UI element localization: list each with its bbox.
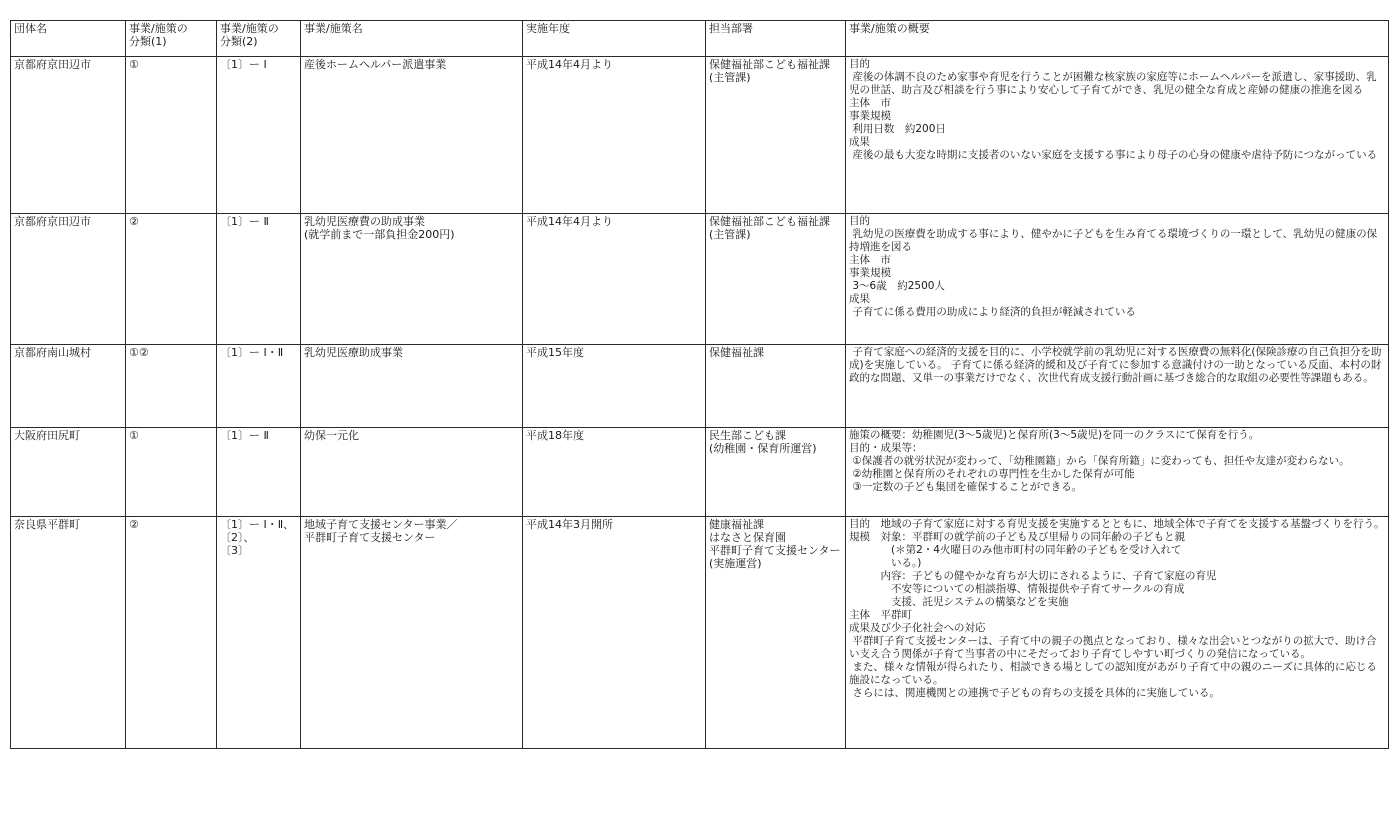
cell-year: 平成14年4月より	[523, 214, 706, 345]
table-row	[11, 345, 1389, 428]
cell-dept: 民生部こども課 (幼稚園・保育所運営)	[706, 428, 846, 517]
cell-overview: 目的 地域の子育て家庭に対する育児支援を実施するとともに、地域全体で子育てを支援する基盤づくりを行う。 規模 対象：平群町の就学前の子ども及び里帰りの同年齢の子どもと親 (＊第2・4火曜日のみ他市町村の同年齢の子どもを受け入れて いる。) 内容：子どもの健やかな育ちが大切にされるように、子育て家庭の育児 不安等についての相談指導、情報提供や子育てサークルの育成 支援、託児システムの構築などを実施 主体 平群町 成果及び少子化社会への対応 平群町子育て支援センターは、子育て中の親子の拠点となっており、様々な出会いとつながりの拡大で、助け合い支え合う関係が子育て当事者の中にそだっており子育てしやすい町づくりの発信になっている。 また、様々な情報が得られたり、相談できる場としての認知度があがり子育て中の親のニーズに具体的に応じる施設になっている。 さらには、関連機関との連携で子どもの育ちの支援を具体的に実施している。	[846, 517, 1389, 749]
header-dept: 担当部署	[706, 21, 846, 57]
cell-class2: 〔1〕ー Ⅰ・Ⅱ、 〔2〕、 〔3〕	[217, 517, 301, 749]
cell-year: 平成14年3月開所	[523, 517, 706, 749]
cell-dept: 保健福祉部こども福祉課 (主管課)	[706, 214, 846, 345]
cell-class1: ②	[126, 214, 217, 345]
cell-org: 京都府京田辺市	[11, 214, 126, 345]
cell-dept: 健康福祉課 はなさと保育園 平群町子育て支援センター (実施運営)	[706, 517, 846, 749]
cell-overview: 子育て家庭への経済的支援を目的に、小学校就学前の乳幼児に対する医療費の無料化(保険診療の自己負担分を助成)を実施している。 子育てに係る経済的緩和及び子育てに参加する意識付けの一助となっている反面、本村の財政的な問題、又単一の事業だけでなく、次世代育成支援行動計画に基づき総合的な取組の必要性等課題もある。	[846, 345, 1389, 428]
header-row	[11, 21, 1389, 57]
header-class2: 事業/施策の 分類(2)	[217, 21, 301, 57]
cell-dept: 保健福祉部こども福祉課 (主管課)	[706, 57, 846, 214]
cell-dept: 保健福祉課	[706, 345, 846, 428]
cell-year: 平成15年度	[523, 345, 706, 428]
cell-org: 奈良県平群町	[11, 517, 126, 749]
header-year: 実施年度	[523, 21, 706, 57]
cell-overview: 目的 産後の体調不良のため家事や育児を行うことが困難な核家族の家庭等にホームヘルパーを派遣し、家事援助、乳児の世話、助言及び相談を行う事により安心して子育てができ、乳児の健全な育成と産婦の健康の推進を図る 主体 市 事業規模 利用日数 約200日 成果 産後の最も大変な時期に支援者のいない家庭を支援する事により母子の心身の健康や虐待予防につながっている	[846, 57, 1389, 214]
cell-name: 産後ホームヘルパー派遣事業	[301, 57, 523, 214]
cell-class1: ①	[126, 428, 217, 517]
policy-table	[10, 20, 1389, 749]
cell-overview: 目的 乳幼児の医療費を助成する事により、健やかに子どもを生み育てる環境づくりの一環として、乳幼児の健康の保持増進を図る 主体 市 事業規模 3～6歳 約2500人 成果 子育てに係る費用の助成により経済的負担が軽減されている	[846, 214, 1389, 345]
header-org: 団体名	[11, 21, 126, 57]
cell-org: 大阪府田尻町	[11, 428, 126, 517]
header-class1: 事業/施策の 分類(1)	[126, 21, 217, 57]
header-overview: 事業/施策の概要	[846, 21, 1389, 57]
cell-year: 平成18年度	[523, 428, 706, 517]
cell-org: 京都府南山城村	[11, 345, 126, 428]
cell-class2: 〔1〕ー Ⅰ・Ⅱ	[217, 345, 301, 428]
table-row	[11, 57, 1389, 214]
cell-overview: 施策の概要：幼稚園児(3～5歳児)と保育所(3～5歳児)を同一のクラスにて保育を行う。 目的・成果等： ①保護者の就労状況が変わって、「幼稚園籍」から「保育所籍」に変わっても、担任や友達が変わらない。 ②幼稚園と保育所のそれぞれの専門性を生かした保育が可能 ③一定数の子ども集団を確保することができる。	[846, 428, 1389, 517]
cell-class1: ①	[126, 57, 217, 214]
cell-name: 幼保一元化	[301, 428, 523, 517]
cell-class2: 〔1〕ー Ⅰ	[217, 57, 301, 214]
cell-year: 平成14年4月より	[523, 57, 706, 214]
table-row	[11, 517, 1389, 749]
table-row	[11, 428, 1389, 517]
cell-class1: ①②	[126, 345, 217, 428]
header-name: 事業/施策名	[301, 21, 523, 57]
cell-class2: 〔1〕ー Ⅱ	[217, 428, 301, 517]
cell-name: 乳幼児医療助成事業	[301, 345, 523, 428]
cell-class2: 〔1〕ー Ⅱ	[217, 214, 301, 345]
cell-class1: ②	[126, 517, 217, 749]
cell-name: 乳幼児医療費の助成事業 (就学前まで一部負担金200円)	[301, 214, 523, 345]
cell-org: 京都府京田辺市	[11, 57, 126, 214]
table-row	[11, 214, 1389, 345]
document-sheet	[10, 20, 1388, 808]
cell-name: 地域子育て支援センター事業／ 平群町子育て支援センター	[301, 517, 523, 749]
